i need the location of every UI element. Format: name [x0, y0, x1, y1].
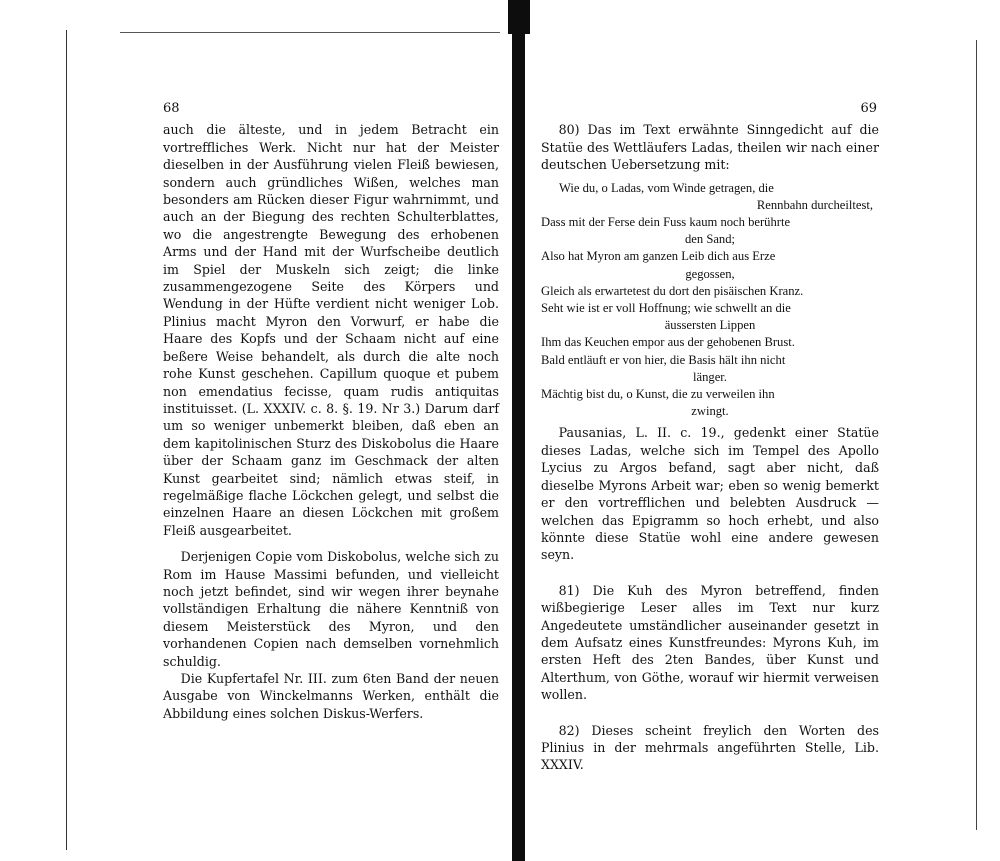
poem-line: Mächtig bist du, o Kunst, die zu verweilen ihn: [541, 387, 775, 402]
page-edge-left: [66, 30, 67, 850]
book-spine: [512, 0, 525, 861]
left-paragraph-2: Derjenigen Copie vom Diskobolus, welche sich zu Rom im Hause Massimi befunden, und vielleicht noch jetzt befindet, sind wir wegen ihrer beynahe vollständigen Erhaltung die nähere Kenntniß von diesem Meisterstück des Myron, und den vorhandenen Copien nach demselben vornehmlich schuldig.: [163, 549, 499, 669]
left-paragraph-3: Die Kupfertafel Nr. III. zum 6ten Band der neuen Ausgabe von Winckelmanns Werken, enthält die Abbildung eines solchen Diskus-Werfers.: [163, 671, 499, 721]
note-82: 82) Dieses scheint freylich den Worten des Plinius in der mehrmals angeführten Stelle, Lib. XXXIV.: [541, 722, 879, 773]
note-80-continued: Pausanias, L. II. c. 19., gedenkt einer Statüe dieses Ladas, welche sich im Tempel des Apollo Lycius zu Argos befand, sagt aber nicht, daß dieselbe Myrons Arbeit war; eben so wenig bemerkt er den vortrefflichen und belebten Ausdruck — welchen das Epigramm so hoch erhebt, und also könnte diese Statüe wohl eine andere gewesen seyn.: [541, 425, 879, 563]
poem-line: Bald entläuft er von hier, die Basis hält ihn nicht: [541, 352, 786, 367]
left-page: [163, 100, 499, 722]
poem-line: äussersten Lippen: [664, 318, 756, 333]
poem-line: Gleich als erwartetest du dort den pisäischen Kranz.: [541, 283, 804, 298]
note-80-intro: 80) Das im Text erwähnte Sinngedicht auf die Statüe des Wettläufers Ladas, theilen wir nach einer deutschen Uebersetzung mit:: [541, 122, 879, 173]
page-number-left: 68: [163, 101, 180, 116]
ladas-epigram: [541, 180, 879, 421]
poem-line: Seht wie ist er voll Hoffnung; wie schwellt an die: [541, 301, 791, 316]
note-81: 81) Die Kuh des Myron betreffend, finden wißbegierige Leser alles im Text nur kurz Angedeutete umständlicher auseinander gesetzt in dem Aufsatz eines Kunstfreundes: Myrons Kuh, im ersten Heft des 2ten Bandes, über Kunst und Alterthum, von Göthe, worauf wir hiermit verweisen wollen.: [541, 582, 879, 703]
right-page: [541, 100, 879, 774]
poem-line: Ihm das Keuchen empor aus der gehobenen Brust.: [541, 335, 795, 350]
poem-line: länger.: [693, 369, 727, 384]
poem-line: Rennbahn durcheiltest,: [756, 197, 873, 212]
page-edge-top: [120, 32, 500, 33]
poem-line: Dass mit der Ferse dein Fuss kaum noch berührte: [541, 215, 791, 230]
poem-line: den Sand;: [684, 232, 736, 247]
page-edge-right: [976, 40, 977, 830]
poem-line: Wie du, o Ladas, vom Winde getragen, die: [559, 180, 774, 195]
poem-line: zwingt.: [691, 404, 729, 419]
page-number-right: 69: [860, 101, 877, 116]
poem-line: Also hat Myron am ganzen Leib dich aus Erze: [541, 249, 776, 264]
left-paragraph-1: auch die älteste, und in jedem Betracht ein vortreffliches Werk. Nicht nur hat der Meister dieselben in der Ausführung vielen Fleiß bewiesen, sondern auch gründliches Wißen, welches man besonders am Rücken dieser Figur wahrnimmt, und auch an der Biegung des rechten Schulterblattes, wo die angestrengte Bewegung des erhobenen Arms und der Hand mit der Wurfscheibe deutlich im Spiel der Muskeln sich zeigt; die linke zusammengezogene Seite des Körpers und Wendung in der Hüfte verdient nicht weniger Lob. Plinius macht Myron den Vorwurf, er habe die Haare des Kopfs und der Schaam nicht auf eine beßere Weise behandelt, als durch die alte noch rohe Kunst geschehen. Capillum quoque et pubem non emendatius fecisse, quam rudis antiquitas instituisset. (L. XXXIV. c. 8. §. 19. Nr 3.) Darum darf um so weniger unbemerkt bleiben, daß eben an dem kapitolinischen Sturz des Diskobolus die Haare über der Schaam ganz im Geschmack der alten Kunst gearbeitet sind; nämlich etwas steif, in regelmäßige flache Löckchen gelegt, und selbst die einzelnen Haare an diesen Löckchen mit großem Fleiß ausgearbeitet.: [163, 122, 499, 538]
poem-line: gegossen,: [685, 266, 735, 281]
